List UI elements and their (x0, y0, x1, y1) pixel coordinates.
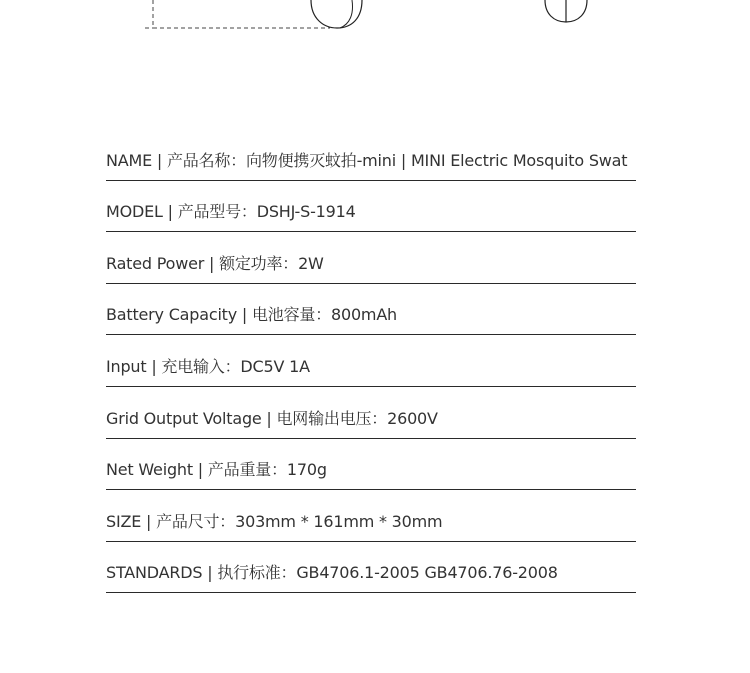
spec-standards: STANDARDS | 执行标准：GB4706.1-2005 GB4706.76-2008 (106, 563, 558, 583)
spec-rated-power: Rated Power | 额定功率：2W (106, 253, 324, 273)
spec-input: Input | 充电输入：DC5V 1A (106, 356, 310, 376)
spec-name: NAME | 产品名称：向物便携灭蚊拍-mini | MINI Electric Mosquito Swat (106, 150, 628, 170)
spec-row-model (106, 181, 636, 233)
spec-list (106, 129, 636, 593)
spec-model: MODEL | 产品型号：DSHJ-S-1914 (106, 202, 356, 222)
dashed-dimension-outline (153, 0, 330, 28)
spec-row-net-weight (106, 439, 636, 491)
spec-battery-capacity: Battery Capacity | 电池容量：800mAh (106, 305, 398, 325)
spec-row-standards (106, 542, 636, 594)
spec-size: SIZE | 产品尺寸：303mm * 161mm * 30mm (106, 511, 443, 531)
spec-row-battery-capacity (106, 284, 636, 336)
product-outline-drawing (0, 0, 750, 40)
spec-grid-output-voltage: Grid Output Voltage | 电网输出电压：2600V (106, 408, 438, 428)
product-side-outline (311, 0, 362, 28)
spec-row-rated-power (106, 232, 636, 284)
spec-net-weight: Net Weight | 产品重量：170g (106, 460, 327, 480)
spec-row-grid-output-voltage (106, 387, 636, 439)
spec-row-size (106, 490, 636, 542)
spec-row-name (106, 129, 636, 181)
spec-row-input (106, 335, 636, 387)
